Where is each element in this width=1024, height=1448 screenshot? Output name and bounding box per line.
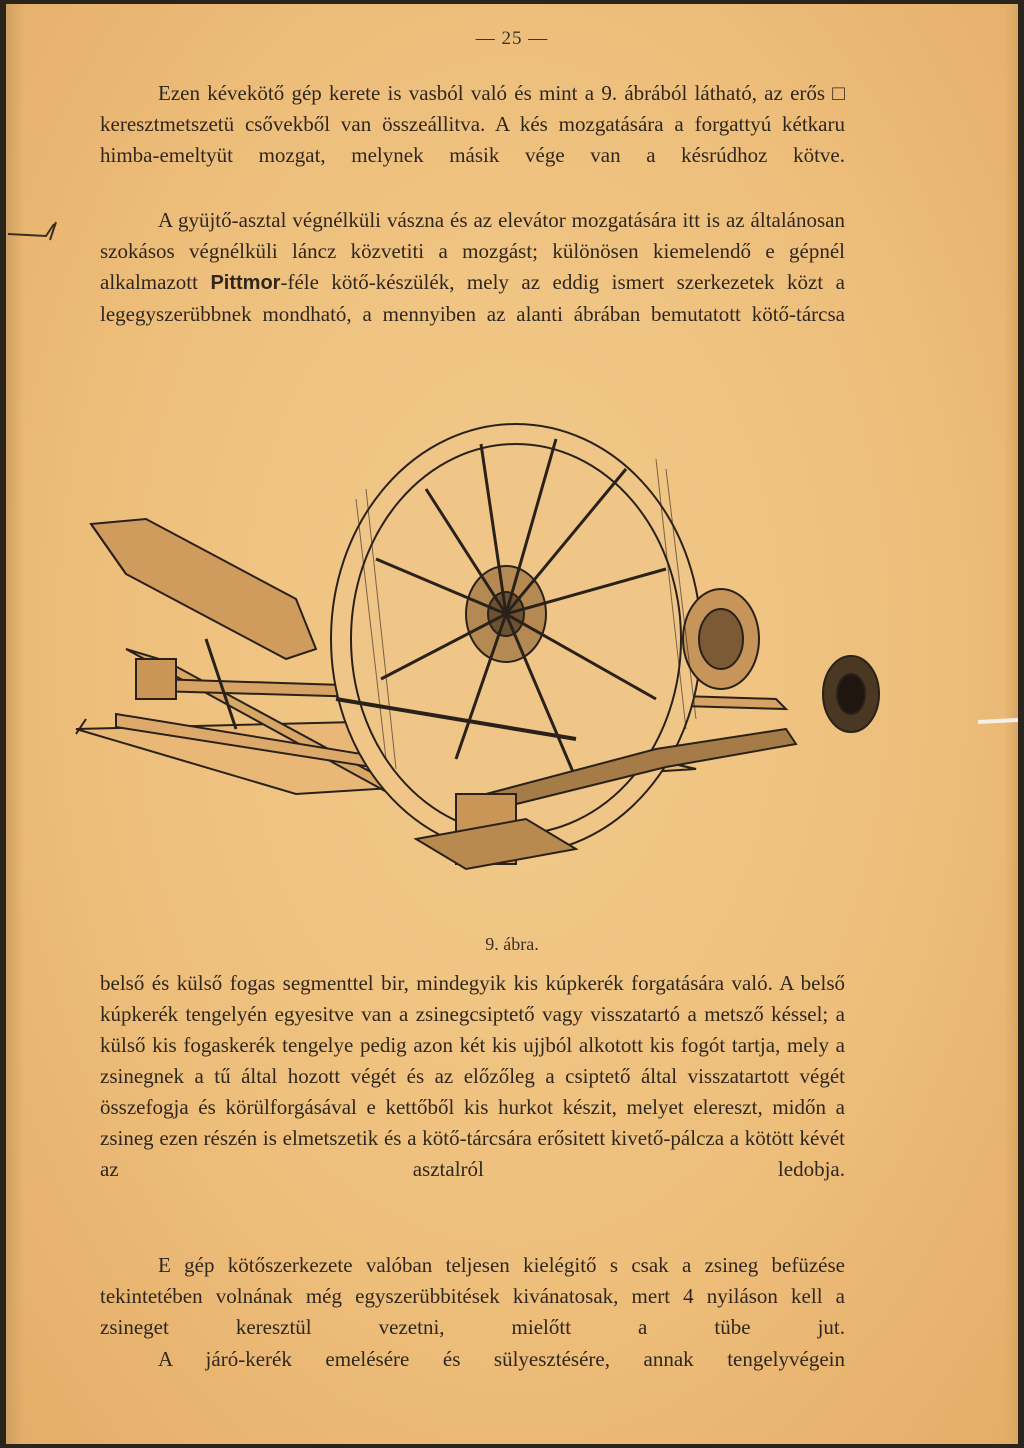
page-number: — 25 — [475,28,549,49]
paragraph-wheel-adjustment: A járó-kerék emelésére és sülyesztésére, annak tengelyvégein [158,1347,845,1371]
book-page [6,4,1018,1444]
paragraph-text: A gyüjtő-asztal végnélküli vászna és az elevátor mozgatására itt is az általánosan szokásos végnélküli láncz közvetiti a mozgást; különösen kiemelendő e gépnél alkalmazott [100,208,845,294]
margin-pencil-mark-right [978,712,1018,732]
paragraph-frame-description: Ezen kévekötő gép kerete is vasból való és mint a 9. ábrából látható, az erős □ keresztmetszetü csővekből van összeállitva. A kés mozgatására a forgattyú kétkaru himba-emeltyüt mozgat, melynek másik vége van a késrúdhoz kötve. [100,81,845,167]
paragraph-text: -féle kötő-készülék, mely az eddig ismert szerkezetek közt a legegyszerübbnek mondható, a mennyiben az alanti ábrában bemutatott kötő-tárcsa [100,270,846,326]
paragraph-binder-mechanism [100,205,845,330]
margin-pencil-mark [6,220,62,242]
binder-machine-illustration [56,399,886,919]
paragraph-gear-description: belső és külső fogas segmenttel bir, mindegyik kis kúpkerék forgatására való. A belső kúpkerék tengelyén egyesitve van a zsinegcsiptető vagy visszatartó a metsző késsel; a külső kis fogaskerék tengelye pedig azon két kis ujjból alkotott kis fogót tartja, mely a zsinegnek a tű által hozott végét és az előzőleg a csiptető által visszatartott végét összefogja és körülforgásával e kettőből kis hurkot készit, melyet elereszt, midőn a zsineg ezen részén is elmetszetik és a kötő-tárcsára erősitett kivető-pálcza a kötött kévét az asztalról ledobja. [100,971,845,1181]
figure-caption: 9. ábra. [485,934,539,954]
inventor-name: Pittmor [210,272,281,294]
paragraph-evaluation: E gép kötőszerkezete valóban teljesen kielégitő s csak a zsineg befüzése tekintetében volnának még egyszerübbitések kivánatosak, mert 4 nyiláson kell a zsineget keresztül vezetni, mielőtt a tübe jut. [100,1253,845,1339]
